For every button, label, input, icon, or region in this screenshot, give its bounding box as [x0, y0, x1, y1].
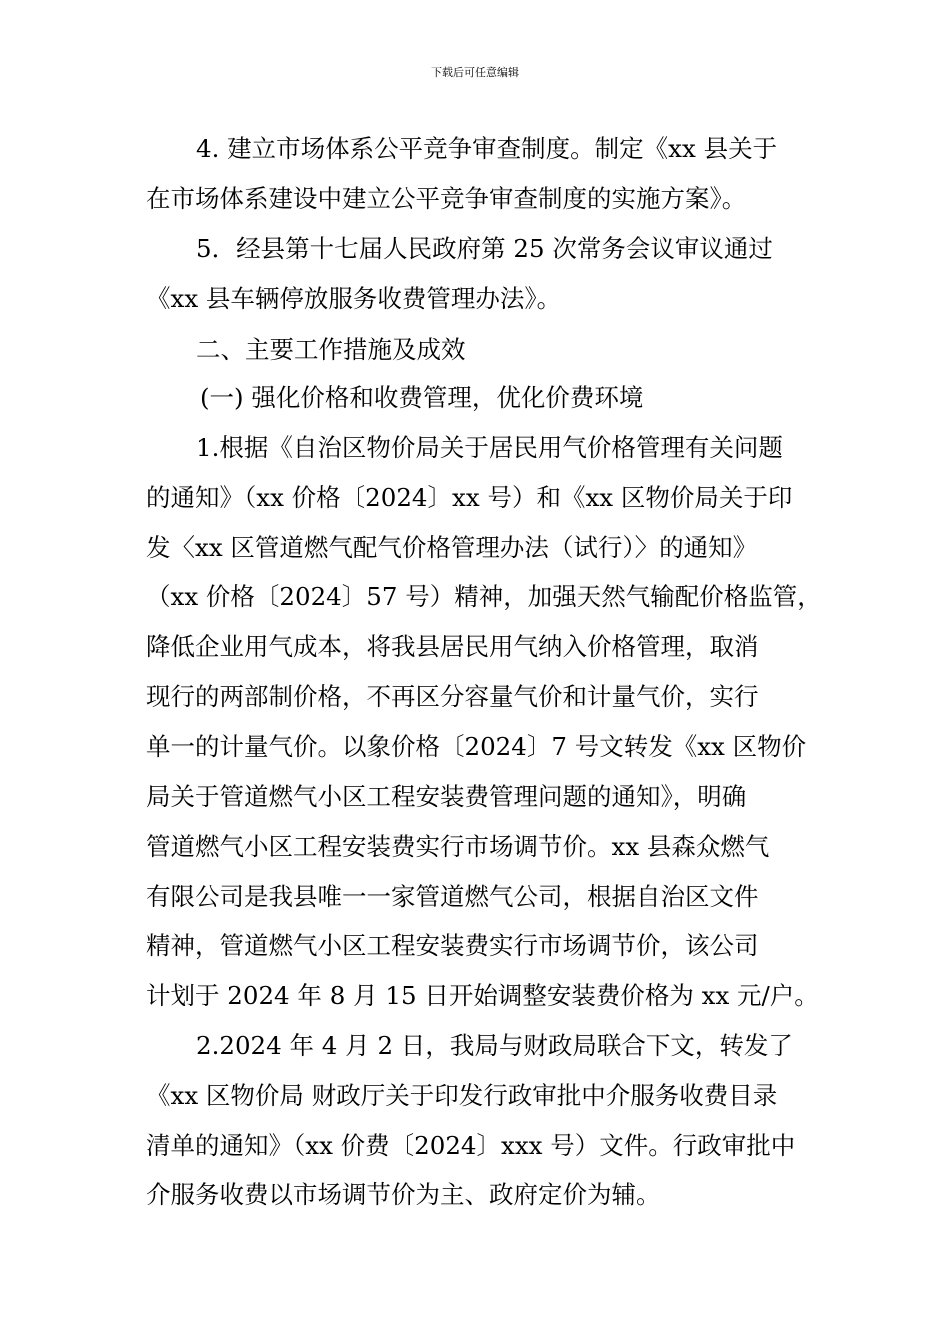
paragraph-line: 发〈xx 区管道燃气配气价格管理办法（试行）〉的通知》	[146, 533, 758, 562]
paragraph-line: 《xx 县车辆停放服务收费管理办法》。	[146, 284, 562, 313]
paragraph-line: 管道燃气小区工程安装费实行市场调节价。xx 县森众燃气	[146, 832, 770, 861]
header-note: 下载后可任意编辑	[431, 66, 519, 79]
paragraph-line: 单一的计量气价。以象价格〔2024〕7 号文转发《xx 区物价	[146, 732, 807, 761]
paragraph-line: （xx 价格〔2024〕57 号）精神，加强天然气输配价格监管，	[146, 582, 822, 611]
paragraph-line: 在市场体系建设中建立公平竞争审查制度的实施方案》。	[146, 184, 747, 213]
paragraph-line: 清单的通知》（xx 价费〔2024〕xxx 号）文件。行政审批中	[146, 1131, 796, 1160]
section-heading: 二、主要工作措施及成效	[196, 335, 466, 364]
paragraph-line: 计划于 2024 年 8 月 15 日开始调整安装费价格为 xx 元/户。	[146, 981, 819, 1010]
paragraph-line: 精神，管道燃气小区工程安装费实行市场调节价，该公司	[146, 931, 759, 960]
paragraph-line: 1.根据《自治区物价局关于居民用气价格管理有关问题	[196, 433, 783, 462]
paragraph-line: 降低企业用气成本，将我县居民用气纳入价格管理，取消	[146, 632, 759, 661]
paragraph-line: 5．经县第十七届人民政府第 25 次常务会议审议通过	[196, 234, 773, 263]
paragraph-line: 的通知》（xx 价格〔2024〕xx 号）和《xx 区物价局关于印	[146, 483, 793, 512]
paragraph-line: 2.2024 年 4 月 2 日，我局与财政局联合下文，转发了	[196, 1031, 793, 1060]
paragraph-line: 局关于管道燃气小区工程安装费管理问题的通知》，明确	[146, 782, 747, 811]
subsection-heading: (一) 强化价格和收费管理，优化价费环境	[200, 383, 644, 412]
paragraph-line: 介服务收费以市场调节价为主、政府定价为辅。	[146, 1180, 661, 1209]
paragraph-line: 4. 建立市场体系公平竞争审查制度。制定《xx 县关于	[196, 134, 778, 163]
paragraph-line: 现行的两部制价格，不再区分容量气价和计量气价，实行	[146, 682, 759, 711]
paragraph-line: 有限公司是我县唯一一家管道燃气公司，根据自治区文件	[146, 882, 759, 911]
paragraph-line: 《xx 区物价局 财政厅关于印发行政审批中介服务收费目录	[146, 1081, 778, 1110]
